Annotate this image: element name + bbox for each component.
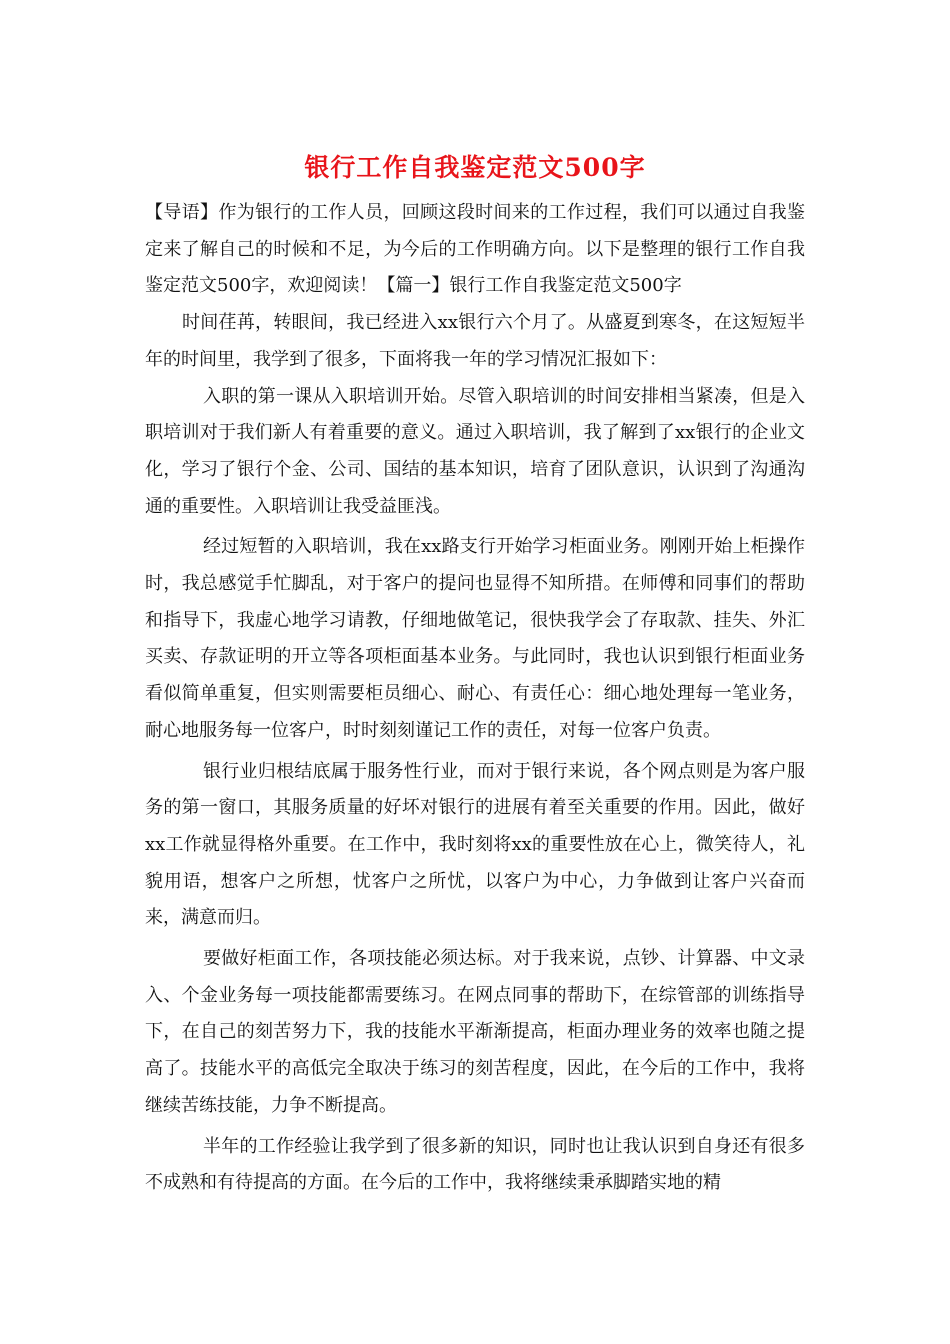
body-paragraph-5: 要做好柜面工作，各项技能必须达标。对于我来说，点钞、计算器、中文录入、个金业务每一项技能都需要练习。在网点同事的帮助下，在综管部的训练指导下，在自己的刻苦努力下，我的技能水平渐渐提高，柜面办理业务的效率也随之提高了。技能水平的高低完全取决于练习的刻苦程度，因此，在今后的工作中，我将继续苦练技能，力争不断提高。: [145, 948, 805, 1116]
document-body: [145, 195, 805, 1202]
body-paragraph-2: 入职的第一课从入职培训开始。尽管入职培训的时间安排相当紧凑，但是入职培训对于我们新人有着重要的意义。通过入职培训，我了解到了xx银行的企业文化，学习了银行个金、公司、国结的基本知识，培育了团队意识，认识到了沟通沟通的重要性。入职培训让我受益匪浅。: [145, 385, 805, 517]
intro-paragraph: 【导语】作为银行的工作人员，回顾这段时间来的工作过程，我们可以通过自我鉴定来了解自己的时候和不足，为今后的工作明确方向。以下是整理的银行工作自我鉴定范文500字，欢迎阅读！【篇一】银行工作自我鉴定范文500字: [145, 202, 805, 297]
body-paragraph-3: 经过短暂的入职培训，我在xx路支行开始学习柜面业务。刚刚开始上柜操作时，我总感觉手忙脚乱，对于客户的提问也显得不知所措。在师傅和同事们的帮助和指导下，我虚心地学习请教，仔细地做笔记，很快我学会了存取款、挂失、外汇买卖、存款证明的开立等各项柜面基本业务。与此同时，我也认识到银行柜面业务看似简单重复，但实则需要柜员细心、耐心、有责任心：细心地处理每一笔业务，耐心地服务每一位客户，时时刻刻谨记工作的责任，对每一位客户负责。: [145, 536, 805, 741]
body-paragraph-1: 时间荏苒，转眼间，我已经进入xx银行六个月了。从盛夏到寒冬，在这短短半年的时间里，我学到了很多，下面将我一年的学习情况汇报如下：: [145, 312, 805, 370]
body-paragraph-4: 银行业归根结底属于服务性行业，而对于银行来说，各个网点则是为客户服务的第一窗口，其服务质量的好坏对银行的进展有着至关重要的作用。因此，做好xx工作就显得格外重要。在工作中，我时刻将xx的重要性放在心上，微笑待人，礼貌用语，想客户之所想，忧客户之所忧，以客户为中心，力争做到让客户兴奋而来，满意而归。: [145, 760, 805, 929]
body-paragraph-6: 半年的工作经验让我学到了很多新的知识，同时也让我认识到自身还有很多不成熟和有待提高的方面。在今后的工作中，我将继续秉承脚踏实地的精: [145, 1135, 805, 1194]
document-title: 银行工作自我鉴定范文500字: [304, 153, 646, 182]
